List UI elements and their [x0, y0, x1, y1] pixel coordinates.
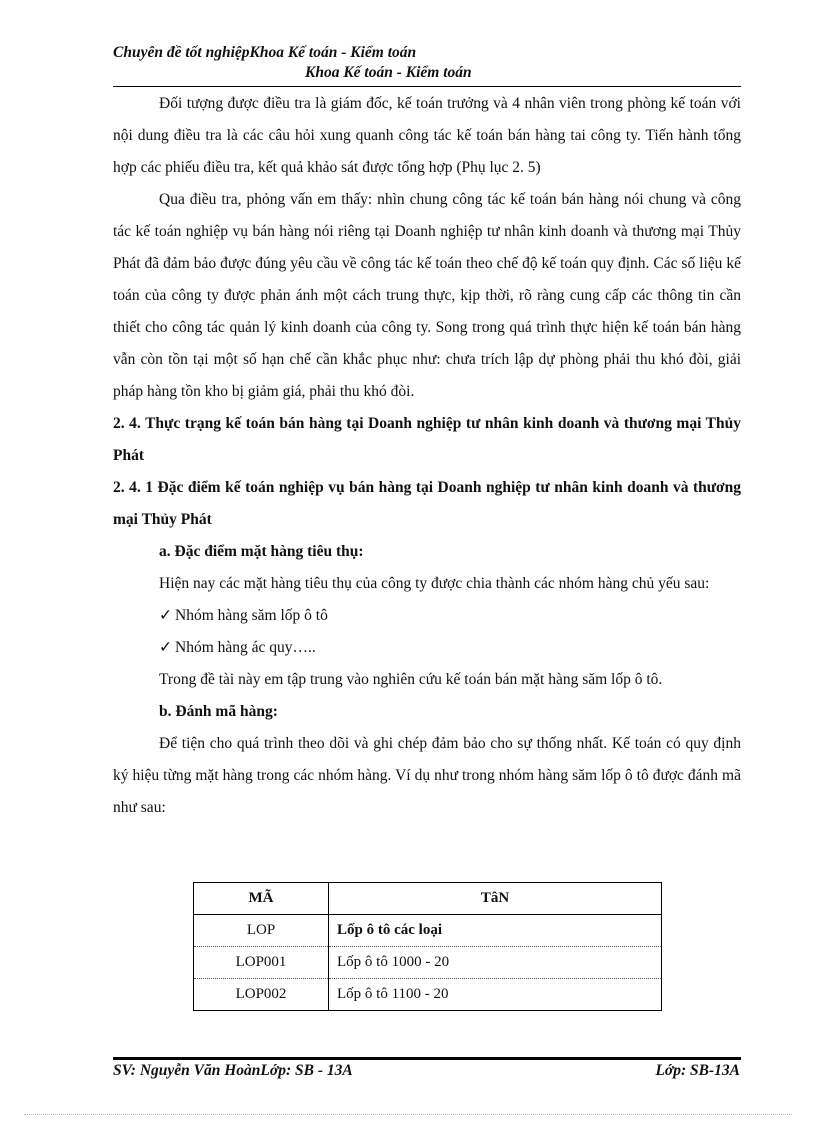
list-item — [113, 632, 741, 664]
document-body — [113, 88, 741, 824]
paragraph-product-coding: Để tiện cho quá trình theo dõi và ghi chép đảm bảo cho sự thống nhất. Kế toán có quy định ký hiệu từng mặt hàng trong các nhóm hàng. Ví dụ như trong nhóm hàng săm lốp ô tô được đánh mã như sau: — [113, 735, 741, 816]
bullet-battery-group: Nhóm hàng ác quy….. — [175, 639, 316, 656]
footer-divider — [113, 1057, 741, 1060]
subheading-a-wrapper — [113, 536, 741, 568]
subheading-b-wrapper — [113, 696, 741, 728]
cell-name: Lốp ô tô các loại — [329, 915, 662, 947]
column-header-name: TâN — [329, 883, 662, 915]
table-header-row — [194, 883, 662, 915]
page-edge — [24, 1114, 792, 1115]
list-item — [113, 600, 741, 632]
table-row — [194, 947, 662, 979]
table-row — [194, 979, 662, 1011]
section-heading-2-4: 2. 4. Thực trạng kế toán bán hàng tại Doanh nghiệp tư nhân kinh doanh và thương mại Thủy Phát — [113, 415, 741, 464]
column-header-code: MÃ — [194, 883, 329, 915]
check-icon: ✓ — [159, 639, 172, 656]
check-icon: ✓ — [159, 607, 172, 624]
subheading-b: b. Đánh mã hàng: — [159, 703, 278, 720]
section-heading-2-4-1: 2. 4. 1 Đặc điểm kế toán nghiệp vụ bán hàng tại Doanh nghiệp tư nhân kinh doanh và thương mại Thủy Phát — [113, 479, 741, 528]
footer-class: Lớp: SB-13A — [655, 1062, 740, 1079]
cell-code: LOP001 — [194, 947, 329, 979]
table-row — [194, 915, 662, 947]
subheading-a: a. Đặc điểm mặt hàng tiêu thụ: — [159, 543, 364, 560]
header-title: Chuyên đề tốt nghiệpKhoa Kế toán - Kiểm toán — [113, 44, 417, 61]
paragraph-focus: Trong đề tài này em tập trung vào nghiên cứu kế toán bán mặt hàng săm lốp ô tô. — [159, 671, 663, 688]
header-divider — [113, 86, 741, 87]
header-subtitle: Khoa Kế toán - Kiểm toán — [305, 64, 472, 81]
paragraph-survey-subjects: Đối tượng được điều tra là giám đốc, kế toán trưởng và 4 nhân viên trong phòng kế toán với nội dung điều tra là các câu hỏi xung quanh công tác kế toán bán hàng tai công ty. Tiến hành tổng hợp các phiếu điều tra, kết quả khảo sát được tổng hợp (Phụ lục 2. 5) — [113, 95, 741, 176]
cell-code: LOP002 — [194, 979, 329, 1011]
paragraph-product-groups: Hiện nay các mặt hàng tiêu thụ của công ty được chia thành các nhóm hàng chủ yếu sau: — [159, 575, 710, 592]
cell-name: Lốp ô tô 1000 - 20 — [329, 947, 662, 979]
paragraph-survey-findings: Qua điều tra, phỏng vấn em thấy: nhìn chung công tác kế toán bán hàng nói chung và công tác kế toán nghiệp vụ bán hàng nói riêng tại Doanh nghiệp tư nhân kinh doanh và thương mại Thủy Phát đã đảm bảo được đúng yêu cầu về công tác kế toán theo chế độ kế toán quy định. Các số liệu kế toán của công ty được phản ánh một cách trung thực, kịp thời, rõ ràng cung cấp các thông tin cần thiết cho công tác quản lý kinh doanh của công ty. Song trong quá trình thực hiện kế toán bán hàng vẫn còn tồn tại một số hạn chế cần khắc phục như: chưa trích lập dự phòng phải thu khó đòi, giải pháp hàng tồn kho bị giảm giá, phải thu khó đòi. — [113, 191, 741, 400]
cell-code: LOP — [194, 915, 329, 947]
footer-student: SV: Nguyễn Văn HoànLớp: SB - 13A — [113, 1062, 353, 1079]
product-code-table — [193, 882, 662, 1011]
bullet-tire-group: Nhóm hàng săm lốp ô tô — [175, 607, 328, 624]
cell-name: Lốp ô tô 1100 - 20 — [329, 979, 662, 1011]
